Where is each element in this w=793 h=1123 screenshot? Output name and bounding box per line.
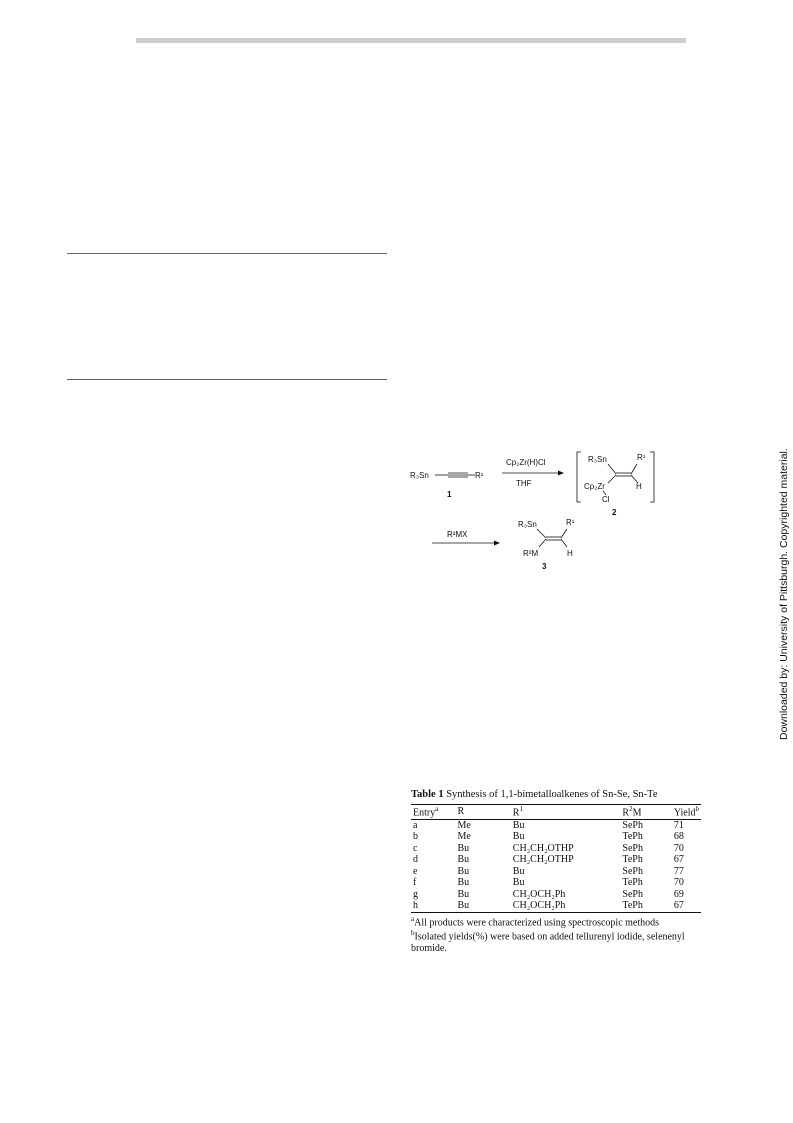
table-cell: Bu [512,877,525,889]
table-cell: Bu [512,865,525,877]
table-cell: b [413,831,418,843]
table-cell: Me [457,819,471,831]
table-cell: d [413,854,418,866]
table-cell: SePh [622,842,643,854]
table-caption-label: Table 1 [411,789,444,800]
header-r2m: $R^2M$ [622,805,642,819]
compound-2-label: 2 [612,508,617,517]
header-entry: Entry$^a$ [413,805,439,819]
reagent-top: Cp₂Zr(H)Cl [506,458,546,467]
table-1 [411,789,701,954]
section-rule-bottom [67,379,387,380]
header-r: R [457,806,465,818]
table-cell: h [413,900,418,912]
h-label-2: H [636,482,642,491]
r2m-label: R²M [523,549,539,558]
footnote-b: $^b$Isolated yields(%) were based on added tellurenyl iodide, selenenyl bromide. [411,928,685,954]
table-cell: CH₂OCH₂Ph [512,888,566,900]
table-row [411,843,701,855]
table-cell: TePh [622,877,643,889]
table-cell: Bu [512,819,525,831]
table-cell: a [413,819,418,831]
table-caption-text: Synthesis of 1,1-bimetalloalkenes of Sn-Se, Sn-Te [446,789,658,800]
footnote-a: $^a$All products were characterized using spectroscopic methods [411,914,660,929]
header-bar [136,38,686,43]
table-row [411,866,701,878]
table-cell: 67 [673,854,684,866]
table-row [411,819,701,831]
table-row [411,877,701,889]
section-rule-top [67,253,387,254]
compound-3-label: 3 [542,562,547,571]
table-cell: 70 [673,877,684,889]
table-cell: 68 [673,831,684,843]
cl-label: Cl [602,495,610,504]
table-caption [411,789,701,801]
table-cell: Bu [457,888,470,900]
r1-label-3: R¹ [566,518,575,527]
results-table [411,804,701,913]
table-body [411,819,701,912]
table-cell: SePh [622,888,643,900]
table-cell: Bu [512,831,525,843]
table-cell: TePh [622,900,643,912]
r3sn-label-1: R₃Sn [410,471,429,480]
table-cell: SePh [622,819,643,831]
table-row [411,831,701,843]
table-row [411,889,701,901]
table-cell: c [413,842,418,854]
r3sn-label-2: R₃Sn [588,455,607,464]
table-cell: f [413,877,417,889]
table-row [411,854,701,866]
cp2zr-label: Cp₂Zr [584,482,605,491]
table-notes [411,915,701,954]
table-cell: 67 [673,900,684,912]
table-row [411,900,701,912]
table-cell: 69 [673,888,684,900]
table-cell: CH₂CH₂OTHP [512,854,574,866]
table-cell: CH₂OCH₂Ph [512,900,566,912]
download-notice: Downloaded by: University of Pittsburgh. Copyrighted material. [778,448,790,740]
table-cell: g [413,888,418,900]
table-cell: Bu [457,900,470,912]
reagent-bottom: R²MX [447,530,468,539]
table-cell: 70 [673,842,684,854]
table-cell: Me [457,831,471,843]
solvent-label: THF [516,479,532,488]
table-cell: 77 [673,865,684,877]
table-cell: SePh [622,865,643,877]
table-cell: Bu [457,842,470,854]
r1-label-2: R¹ [637,453,646,462]
table-cell: TePh [622,831,643,843]
table-cell: Bu [457,865,470,877]
table-cell: TePh [622,854,643,866]
table-cell: e [413,865,418,877]
header-r1: $R^1$ [512,805,523,819]
header-yield: Yield$^b$ [673,805,699,819]
table-header-row [411,805,701,820]
table-cell: Bu [457,877,470,889]
r3sn-label-3: R₃Sn [518,520,537,529]
compound-1-label: 1 [447,490,452,499]
h-label-3: H [567,549,573,558]
table-cell: CH₂CH₂OTHP [512,842,574,854]
table-cell: 71 [673,819,684,831]
table-cell: Bu [457,854,470,866]
reaction-scheme [400,440,670,580]
r1-label-1: R¹ [475,471,484,480]
